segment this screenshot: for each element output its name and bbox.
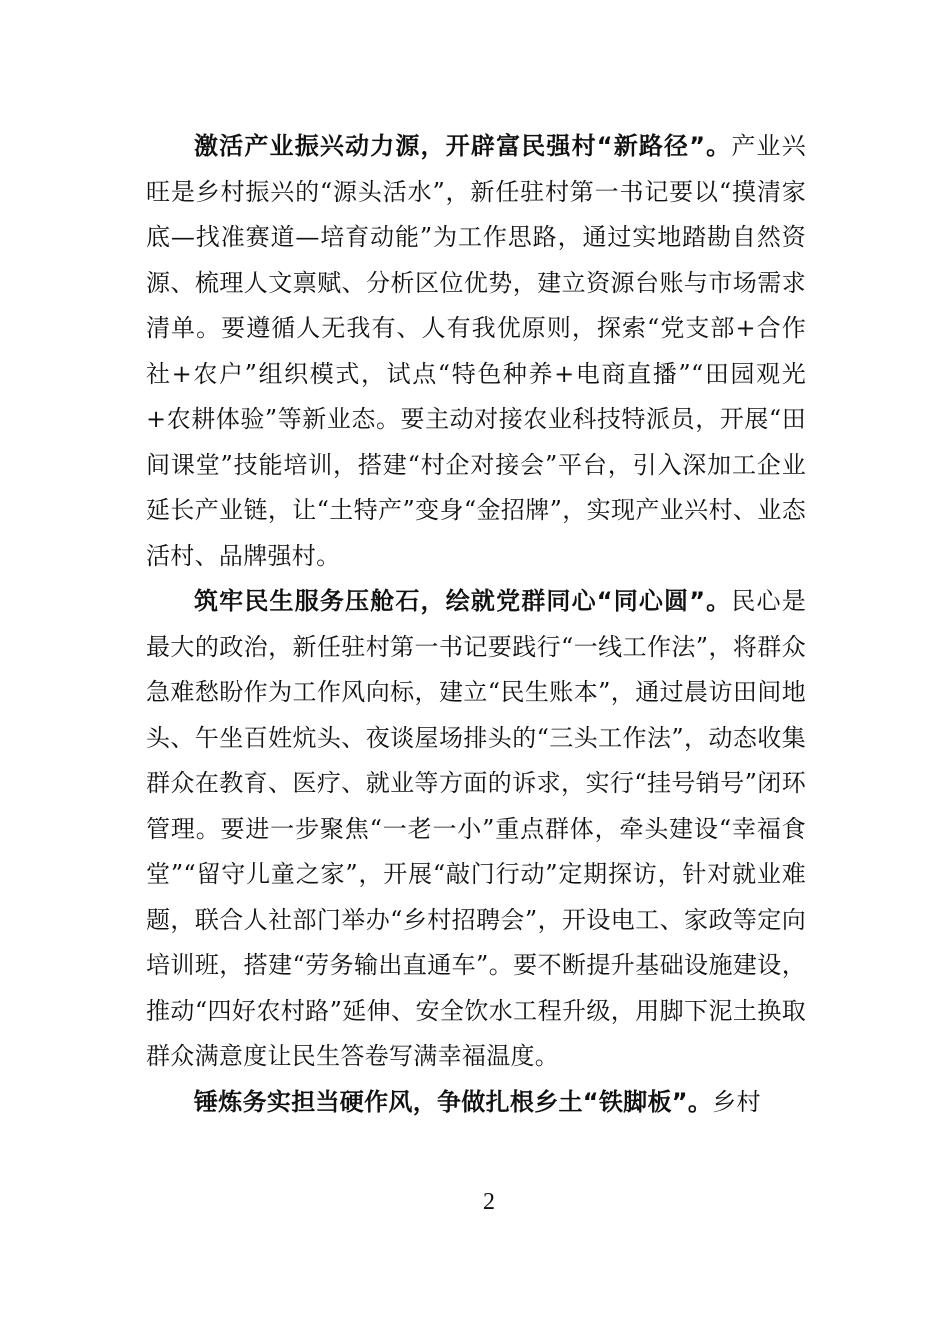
paragraph-body: 产业兴旺是乡村振兴的“源头活水”，新任驻村第一书记要以“摸清家底—找准赛道—培育动能”为工作思路，通过实地踏勘自然资源、梳理人文禀赋、分析区位优势，建立资源台账与市场需求清单。要遵循人无我有、人有我优原则，探索“党支部+合作社+农户”组织模式，试点“特色种养+电商直播”“田园观光+农耕体验”等新业态。要主动对接农业科技特派员，开展“田间课堂”技能培训，搭建“村企对接会”平台，引入深加工企业延长产业链，让“土特产”变身“金招牌”，实现产业兴村、业态活村、品牌强村。 — [146, 132, 806, 570]
page-number: 2 — [483, 1189, 495, 1215]
paragraph-lead: 锤炼务实担当硬作风，争做扎根乡土“铁脚板”。 — [194, 1087, 713, 1116]
paragraph-body: 民心是最大的政治，新任驻村第一书记要践行“一线工作法”，将群众急难愁盼作为工作风向标，建立“民生账本”，通过晨访田间地头、午坐百姓炕头、夜谈屋场排头的“三头工作法”，动态收集群众在教育、医疗、就业等方面的诉求，实行“挂号销号”闭环管理。要进一步聚焦“一老一小”重点群体，牵头建设“幸福食堂”“留守儿童之家”，开展“敲门行动”定期探访，针对就业难题，联合人社部门举办“乡村招聘会”，开设电工、家政等定向培训班，搭建“劳务输出直通车”。要不断提升基础设施建设，推动“四好农村路”延伸、安全饮水工程升级，用脚下泥土换取群众满意度让民生答卷写满幸福温度。 — [146, 587, 806, 1070]
paragraph-work-style — [146, 1080, 806, 1126]
paragraph-lead: 筑牢民生服务压舱石，绘就党群同心“同心圆”。 — [194, 587, 732, 615]
paragraph-lead: 激活产业振兴动力源，开辟富民强村“新路径”。 — [194, 132, 732, 160]
paragraph-livelihood — [146, 579, 806, 1080]
document-body — [146, 124, 806, 1125]
paragraph-industry — [146, 124, 806, 579]
paragraph-body: 乡村 — [712, 1087, 761, 1116]
